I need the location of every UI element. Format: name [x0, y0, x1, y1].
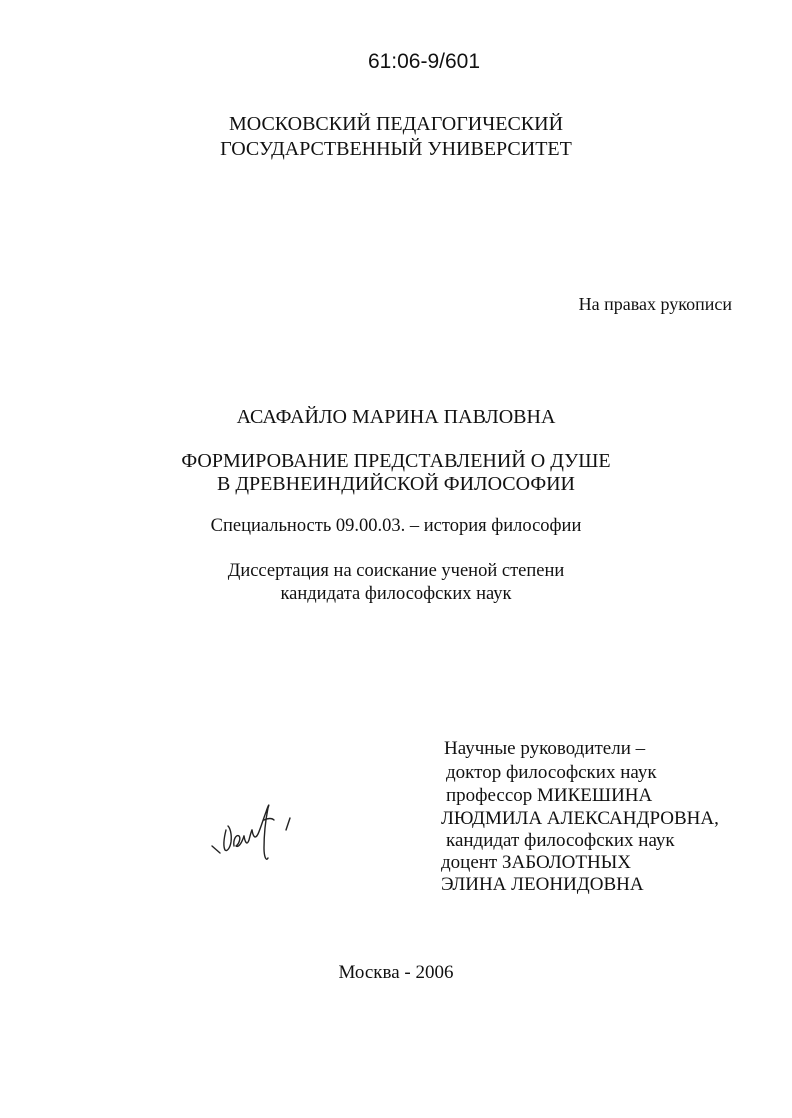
city-year: Москва - 2006	[338, 962, 454, 983]
supervisor-line: ЭЛИНА ЛЕОНИДОВНА	[441, 874, 644, 895]
supervisor-line: доцент ЗАБОЛОТНЫХ	[441, 852, 632, 873]
supervisor-line: ЛЮДМИЛА АЛЕКСАНДРОВНА,	[441, 808, 719, 829]
specialty: Специальность 09.00.03. – история философии	[210, 516, 582, 536]
handwritten-signature	[206, 790, 302, 872]
manuscript-rights-note: На правах рукописи	[578, 294, 732, 314]
degree-line-1: Диссертация на соискание ученой степени	[227, 561, 565, 581]
dissertation-title-line-2: В ДРЕВНЕИНДИЙСКОЙ ФИЛОСОФИИ	[216, 473, 576, 495]
supervisor-line: кандидат философских наук	[446, 830, 675, 851]
supervisor-line: профессор МИКЕШИНА	[446, 785, 653, 806]
degree-line-2: кандидата философских наук	[280, 584, 512, 604]
dissertation-title-line-1: ФОРМИРОВАНИЕ ПРЕДСТАВЛЕНИЙ О ДУШЕ	[181, 450, 611, 472]
supervisor-line: доктор философских наук	[446, 762, 657, 783]
supervisors-heading: Научные руководители –	[444, 738, 646, 759]
author-name: АСАФАЙЛО МАРИНА ПАВЛОВНА	[236, 406, 556, 428]
university-name-line-1: МОСКОВСКИЙ ПЕДАГОГИЧЕСКИЙ	[228, 113, 564, 135]
university-name-line-2: ГОСУДАРСТВЕННЫЙ УНИВЕРСИТЕТ	[220, 138, 572, 160]
catalog-code: 61:06-9/601	[367, 50, 481, 73]
